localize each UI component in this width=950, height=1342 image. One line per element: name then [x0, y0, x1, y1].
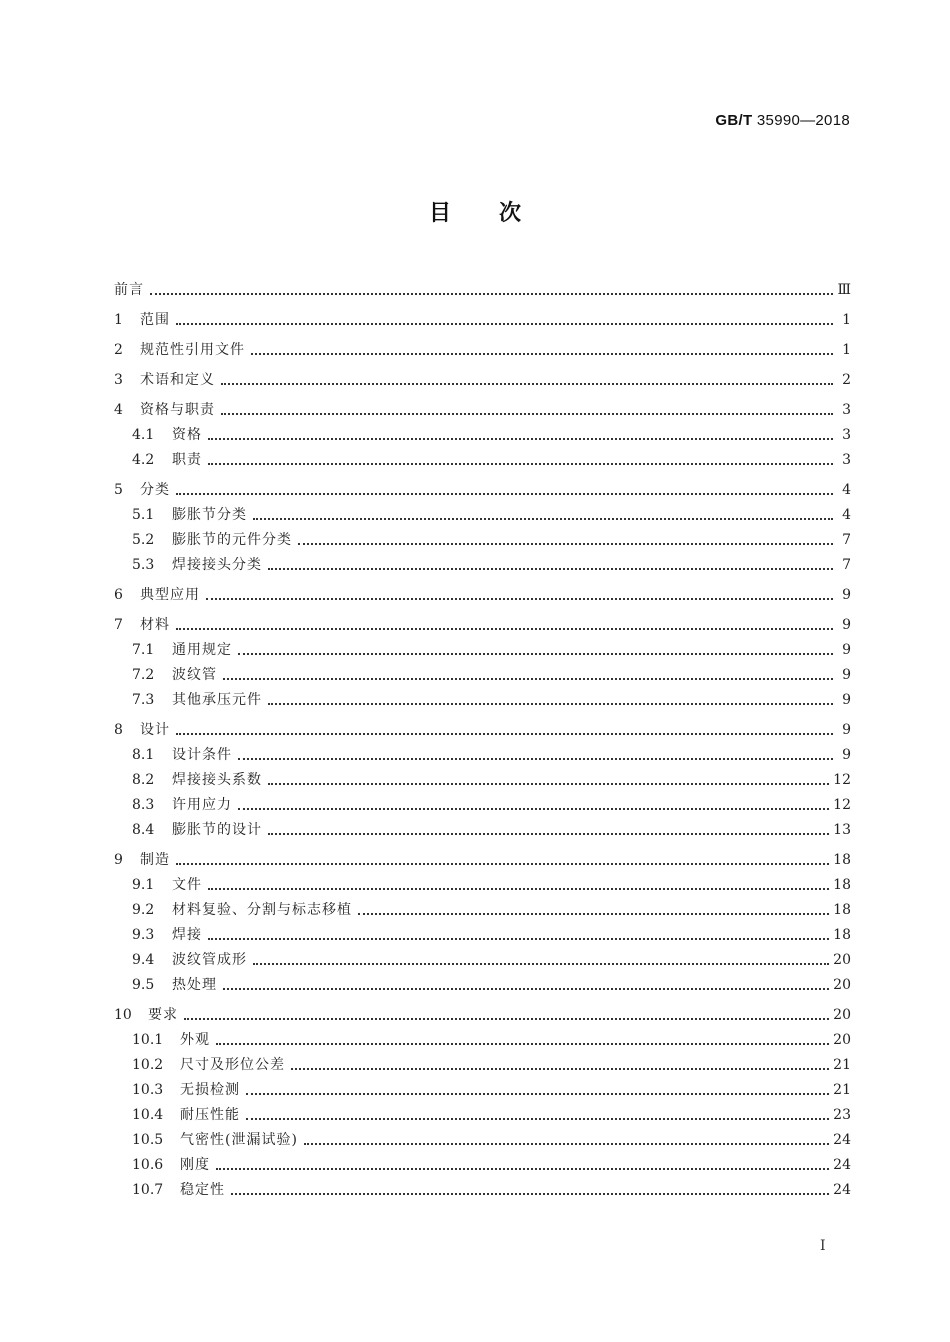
toc-entry-title: 材料复验、分割与标志移植	[172, 902, 352, 918]
toc-entry[interactable]	[132, 423, 851, 445]
toc-leader-dots	[268, 693, 833, 705]
toc-leader-dots	[253, 508, 833, 520]
toc-entry-page: 1	[842, 342, 851, 358]
toc-entry[interactable]	[132, 793, 851, 815]
toc-entry[interactable]	[132, 663, 851, 685]
toc-entry-page: 24	[833, 1132, 851, 1148]
toc-entry-number: 5.3	[132, 557, 155, 573]
toc-entry-page: 18	[833, 902, 851, 918]
toc-entry[interactable]	[114, 308, 851, 330]
toc-entry-page: 9	[842, 667, 851, 683]
toc-leader-dots	[238, 748, 833, 760]
toc-leader-dots	[216, 1158, 829, 1170]
toc-entry-number: 3	[114, 372, 123, 388]
toc-entry-number: 5	[114, 482, 123, 498]
toc-leader-dots	[304, 1133, 829, 1145]
toc-leader-dots	[268, 558, 833, 570]
toc-entry-page: 20	[833, 1007, 851, 1023]
toc-entry-title: 无损检测	[180, 1082, 240, 1098]
toc-leader-dots	[358, 903, 829, 915]
toc-entry-page: 4	[842, 507, 851, 523]
toc-entry-page: 12	[833, 797, 851, 813]
toc-entry[interactable]	[132, 1078, 851, 1100]
toc-entry-title: 前言	[114, 282, 144, 298]
toc-entry[interactable]	[132, 873, 851, 895]
toc-entry[interactable]	[132, 743, 851, 765]
toc-entry-title: 波纹管	[172, 667, 217, 683]
toc-leader-dots	[238, 643, 833, 655]
toc-leader-dots	[298, 533, 833, 545]
toc-entry[interactable]	[132, 948, 851, 970]
toc-entry-title: 分类	[140, 482, 170, 498]
toc-entry-page: 24	[833, 1182, 851, 1198]
toc-entry-page: 13	[833, 822, 851, 838]
toc-entry-number: 7.1	[132, 642, 155, 658]
toc-entry-number: 5.2	[132, 532, 155, 548]
toc-entry-page: 23	[833, 1107, 851, 1123]
toc-leader-dots	[221, 373, 833, 385]
toc-entry-number: 7	[114, 617, 123, 633]
toc-entry-title: 设计条件	[172, 747, 232, 763]
toc-entry-number: 10.7	[132, 1182, 164, 1198]
toc-entry-page: 7	[842, 557, 851, 573]
toc-leader-dots	[208, 928, 829, 940]
toc-entry-page: 9	[842, 587, 851, 603]
toc-entry-number: 10.5	[132, 1132, 164, 1148]
toc-entry-number: 8.1	[132, 747, 155, 763]
toc-entry[interactable]	[114, 368, 851, 390]
toc-entry-page: 4	[842, 482, 851, 498]
toc-entry-number: 10.1	[132, 1032, 164, 1048]
toc-entry-title: 膨胀节的设计	[172, 822, 262, 838]
toc-entry-page: 9	[842, 747, 851, 763]
toc-entry-number: 2	[114, 342, 123, 358]
toc-leader-dots	[251, 343, 833, 355]
toc-entry[interactable]	[132, 503, 851, 525]
toc-leader-dots	[223, 668, 833, 680]
toc-leader-dots	[176, 313, 833, 325]
toc-entry[interactable]	[132, 688, 851, 710]
toc-entry-number: 9.1	[132, 877, 155, 893]
toc-entry-page: 9	[842, 692, 851, 708]
toc-entry-page: 21	[833, 1057, 851, 1073]
toc-entry-number: 9.3	[132, 927, 155, 943]
toc-entry-title: 设计	[140, 722, 170, 738]
toc-entry[interactable]	[132, 818, 851, 840]
toc-entry[interactable]	[114, 718, 851, 740]
toc-leader-dots	[238, 798, 829, 810]
toc-entry-page: 18	[833, 927, 851, 943]
toc-entry-title: 范围	[140, 312, 170, 328]
toc-entry[interactable]	[132, 553, 851, 575]
toc-entry-number: 7.2	[132, 667, 155, 683]
toc-entry-title: 焊接	[172, 927, 202, 943]
toc-entry-title: 尺寸及形位公差	[180, 1057, 285, 1073]
toc-leader-dots	[231, 1183, 829, 1195]
toc-entry-page: 12	[833, 772, 851, 788]
toc-entry-title: 资格与职责	[140, 402, 215, 418]
toc-leader-dots	[208, 453, 833, 465]
toc-entry-title: 刚度	[180, 1157, 210, 1173]
toc-entry-title: 焊接接头系数	[172, 772, 262, 788]
toc-entry-number: 10.4	[132, 1107, 164, 1123]
toc-entry-title: 稳定性	[180, 1182, 225, 1198]
toc-entry[interactable]	[132, 973, 851, 995]
toc-entry[interactable]	[132, 1028, 851, 1050]
toc-entry[interactable]	[114, 398, 851, 420]
toc-leader-dots	[150, 283, 833, 295]
toc-leader-dots	[206, 588, 833, 600]
toc-entry[interactable]	[132, 1053, 851, 1075]
toc-entry-page: 3	[842, 427, 851, 443]
toc-entry-title: 典型应用	[140, 587, 200, 603]
toc-entry-page: 20	[833, 977, 851, 993]
toc-entry-number: 9.2	[132, 902, 155, 918]
toc-entry-number: 9.4	[132, 952, 155, 968]
page-number: I	[820, 1238, 826, 1254]
toc-leader-dots	[184, 1008, 829, 1020]
toc-entry-number: 10.2	[132, 1057, 164, 1073]
toc-entry-page: 3	[842, 452, 851, 468]
toc-entry[interactable]	[114, 338, 851, 360]
page-title: 目次	[428, 201, 569, 226]
toc-entry[interactable]	[114, 1003, 851, 1025]
toc-entry-title: 波纹管成形	[172, 952, 247, 968]
toc-entry-number: 10.6	[132, 1157, 164, 1173]
toc-entry[interactable]	[132, 638, 851, 660]
toc-leader-dots	[246, 1083, 829, 1095]
toc-entry-page: 9	[842, 642, 851, 658]
toc-entry-title: 外观	[180, 1032, 210, 1048]
toc-leader-dots	[208, 428, 833, 440]
toc-entry-number: 4.1	[132, 427, 155, 443]
toc-entry-page: 2	[842, 372, 851, 388]
toc-entry-page: Ⅲ	[837, 282, 851, 298]
toc-entry-title: 气密性(泄漏试验)	[180, 1132, 298, 1148]
toc-entry-title: 焊接接头分类	[172, 557, 262, 573]
toc-leader-dots	[176, 723, 833, 735]
toc-entry-number: 5.1	[132, 507, 155, 523]
toc-entry-title: 资格	[172, 427, 202, 443]
toc-entry-page: 9	[842, 617, 851, 633]
toc-leader-dots	[253, 953, 829, 965]
toc-entry-number: 8.3	[132, 797, 155, 813]
toc-entry-page: 7	[842, 532, 851, 548]
toc-entry-title: 材料	[140, 617, 170, 633]
toc-leader-dots	[268, 773, 829, 785]
toc-entry[interactable]	[132, 528, 851, 550]
toc-entry[interactable]	[114, 278, 851, 300]
toc-entry-title: 膨胀节分类	[172, 507, 247, 523]
toc-entry[interactable]	[132, 1153, 851, 1175]
toc-entry[interactable]	[132, 923, 851, 945]
toc-leader-dots	[216, 1033, 829, 1045]
toc-entry-number: 4	[114, 402, 123, 418]
toc-entry-number: 7.3	[132, 692, 155, 708]
toc-leader-dots	[208, 878, 829, 890]
toc-leader-dots	[291, 1058, 829, 1070]
toc-entry-page: 21	[833, 1082, 851, 1098]
toc-entry-page: 3	[842, 402, 851, 418]
toc-entry[interactable]	[132, 1128, 851, 1150]
toc-entry-page: 1	[842, 312, 851, 328]
toc-entry-title: 耐压性能	[180, 1107, 240, 1123]
toc-entry[interactable]	[132, 1178, 851, 1200]
toc-entry-page: 18	[833, 852, 851, 868]
toc-entry-number: 1	[114, 312, 123, 328]
toc-leader-dots	[268, 823, 829, 835]
toc-entry-title: 文件	[172, 877, 202, 893]
toc-entry[interactable]	[114, 848, 851, 870]
toc-leader-dots	[223, 978, 829, 990]
toc-leader-dots	[176, 618, 833, 630]
toc-entry[interactable]	[114, 583, 851, 605]
toc-entry[interactable]	[114, 613, 851, 635]
toc-entry[interactable]	[132, 448, 851, 470]
toc-entry-title: 膨胀节的元件分类	[172, 532, 292, 548]
toc-entry-page: 20	[833, 1032, 851, 1048]
toc-leader-dots	[176, 853, 829, 865]
toc-entry-title: 通用规定	[172, 642, 232, 658]
standard-code-number: 35990—2018	[752, 112, 850, 129]
toc-leader-dots	[246, 1108, 829, 1120]
toc-entry-number: 10	[114, 1007, 132, 1023]
toc-entry-number: 8.4	[132, 822, 155, 838]
toc-entry-page: 18	[833, 877, 851, 893]
toc-entry-title: 术语和定义	[140, 372, 215, 388]
toc-entry-title: 许用应力	[172, 797, 232, 813]
toc-entry-title: 热处理	[172, 977, 217, 993]
toc-entry-number: 8.2	[132, 772, 155, 788]
toc-entry-page: 20	[833, 952, 851, 968]
toc-entry-number: 9	[114, 852, 123, 868]
toc-entry[interactable]	[114, 478, 851, 500]
toc-entry-title: 要求	[148, 1007, 178, 1023]
toc-entry[interactable]	[132, 768, 851, 790]
toc-entry-title: 规范性引用文件	[140, 342, 245, 358]
standard-code-prefix: GB/T	[715, 112, 753, 129]
toc-entry-number: 8	[114, 722, 123, 738]
toc-entry-page: 9	[842, 722, 851, 738]
toc-entry-title: 制造	[140, 852, 170, 868]
standard-code	[715, 112, 850, 129]
toc-entry[interactable]	[132, 898, 851, 920]
toc-entry-page: 24	[833, 1157, 851, 1173]
toc-entry-number: 4.2	[132, 452, 155, 468]
toc-entry[interactable]	[132, 1103, 851, 1125]
toc-entry-title: 其他承压元件	[172, 692, 262, 708]
toc-entry-number: 6	[114, 587, 123, 603]
toc-entry-number: 10.3	[132, 1082, 164, 1098]
toc-leader-dots	[221, 403, 833, 415]
toc-entry-number: 9.5	[132, 977, 155, 993]
toc-leader-dots	[176, 483, 833, 495]
toc-entry-title: 职责	[172, 452, 202, 468]
